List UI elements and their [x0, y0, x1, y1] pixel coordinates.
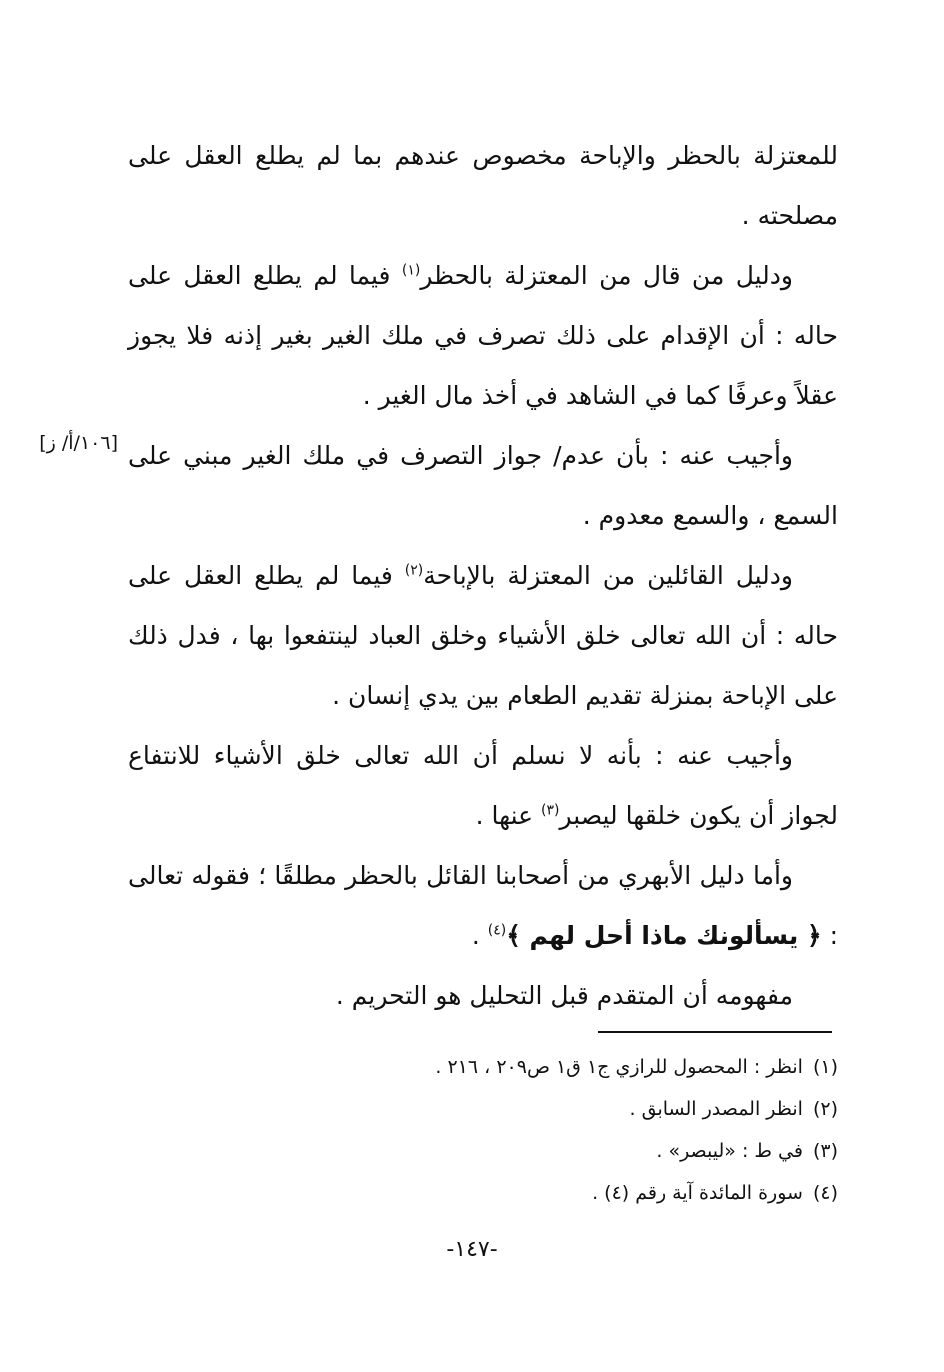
footnote-3	[128, 1130, 838, 1172]
body-text	[128, 126, 838, 1026]
paragraph-4	[128, 546, 838, 726]
paragraph-2	[128, 246, 838, 426]
paragraph-6-end: .	[471, 921, 488, 950]
paragraph-4-text-a: ودليل القائلين من المعتزلة بالإباحة	[423, 561, 793, 590]
manuscript-folio-note: [١٠٦/أ/ ز]	[39, 432, 118, 454]
paragraph-5-text-a: وأجيب عنه : بأنه لا نسلم أن الله تعالى خلق الأشياء للانتفاع لجواز أن يكون خلقها ليصبر	[128, 741, 838, 830]
footnote-4-number: (٤)	[812, 1182, 838, 1204]
paragraph-6	[128, 846, 838, 966]
footnote-1	[128, 1046, 838, 1088]
footnotes	[128, 1046, 838, 1214]
footnote-ref-3[interactable]: (٣)	[541, 802, 560, 819]
footnote-2	[128, 1088, 838, 1130]
paragraph-7	[128, 966, 838, 1026]
paragraph-6-intro: وأما دليل الأبهري من أصحابنا القائل بالحظر مطلقًا ؛ فقوله تعالى :	[128, 861, 838, 950]
footnote-3-text: في ط : «ليبصر» .	[656, 1140, 803, 1162]
paragraph-1	[128, 126, 838, 246]
footnote-4-text: سورة المائدة آية رقم (٤) .	[592, 1182, 803, 1204]
footnote-4	[128, 1172, 838, 1214]
paragraph-3-text: وأجيب عنه : بأن عدم/ جواز التصرف في ملك الغير مبني على السمع ، والسمع معدوم .	[128, 441, 838, 530]
paragraph-5	[128, 726, 838, 846]
paragraph-3	[128, 426, 838, 546]
footnote-ref-1[interactable]: (١)	[401, 262, 421, 279]
footnote-1-number: (١)	[812, 1056, 838, 1078]
quran-verse: ﴿ يسألونك ماذا أحل لهم ﴾	[506, 921, 822, 950]
paragraph-5-text-b: عنها .	[475, 801, 542, 830]
paragraph-4-text-b: فيما لم يطلع العقل على حاله : أن الله تعالى خلق الأشياء وخلق العباد لينتفعوا بها ، فدل ذلك على الإباحة بمنزلة تقديم الطعام بين يدي إنسان .	[128, 561, 838, 710]
paragraph-7-text: مفهومه أن المتقدم قبل التحليل هو التحريم .	[335, 981, 793, 1010]
paragraph-2-text-a: ودليل من قال من المعتزلة بالحظر	[420, 261, 793, 290]
footnote-ref-2[interactable]: (٢)	[404, 562, 424, 579]
paragraph-1-text: للمعتزلة بالحظر والإباحة مخصوص عندهم بما لم يطلع العقل على مصلحته .	[128, 141, 838, 230]
footnote-divider	[598, 1031, 832, 1033]
footnote-1-text: انظر : المحصول للرازي ج١ ق١ ص٢٠٩ ، ٢١٦ .	[435, 1056, 803, 1078]
footnote-ref-4[interactable]: (٤)	[487, 922, 507, 939]
paragraph-2-text-b: فيما لم يطلع العقل على حاله : أن الإقدام على ذلك تصرف في ملك الغير بغير إذنه فلا يجوز عقلاً وعرفًا كما في الشاهد في أخذ مال الغير .	[128, 261, 838, 410]
footnote-2-number: (٢)	[812, 1098, 838, 1120]
page-number: -١٤٧-	[446, 1237, 498, 1262]
footnote-2-text: انظر المصدر السابق .	[629, 1098, 803, 1120]
footnote-3-number: (٣)	[812, 1140, 838, 1162]
